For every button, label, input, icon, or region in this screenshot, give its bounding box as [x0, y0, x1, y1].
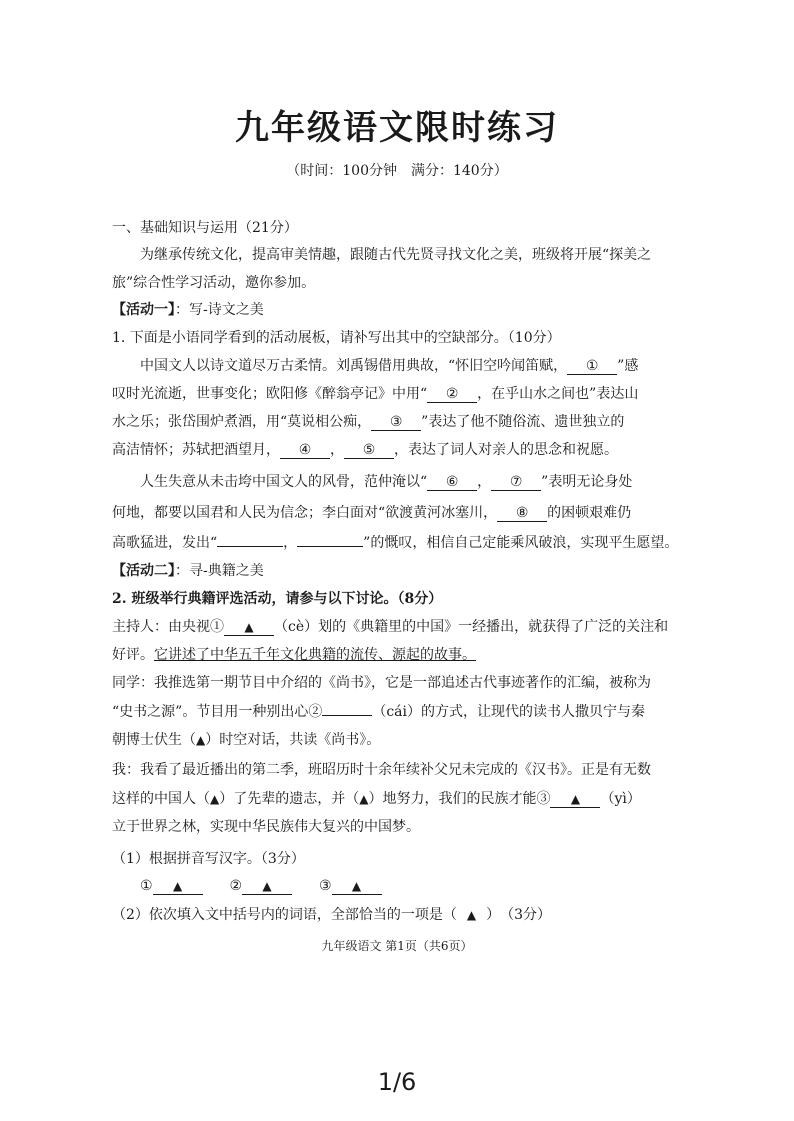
text-segment: ，: [477, 474, 492, 490]
answer-blank: ▲: [153, 878, 203, 895]
passage1-line-2: [112, 384, 638, 404]
text-segment: 中国文人以诗文道尽万古柔情。刘禹锡借用典故，“怀旧空吟闻笛赋，: [140, 358, 568, 374]
text-segment: 叹时光流逝，世事变化；欧阳修《醉翁亭记》中用“: [112, 386, 428, 402]
answer-blank-ce: ▲: [224, 619, 274, 636]
activity2-heading: [112, 561, 264, 581]
passage1-line-1: [140, 356, 638, 376]
passage2-line-1: [140, 472, 632, 492]
text-segment: 的困顿艰难仍: [547, 505, 632, 521]
activity2-name: ：寻-典籍之美: [175, 563, 264, 579]
question2-prompt: 2. 班级举行典籍评选活动，请参与以下讨论。（8分）: [112, 591, 443, 607]
blank-9: [217, 546, 283, 547]
text-segment: （cè）划的《典籍里的中国》一经播出，就获得了广泛的关注和: [274, 619, 669, 635]
text-segment: ）时空对话，共读《尚书》。: [205, 732, 381, 748]
blank-6: ⑥: [427, 474, 477, 491]
intro-line-1: 为继承传统文化，提高审美情趣，跟随古代先贤寻找文化之美，班级将开展“探美之: [140, 247, 652, 263]
answer-blank: ▲: [242, 878, 292, 895]
subquestion-2: [112, 905, 551, 925]
section-heading: 一、基础知识与运用（21分）: [112, 220, 298, 236]
intro-line-2: 旅”综合性学习活动，邀你参加。: [112, 275, 316, 291]
passage2-line-2: [112, 503, 631, 523]
answer-label: ③: [318, 878, 332, 894]
answer-blank-cai: [322, 715, 372, 716]
text-segment: （yì）: [600, 791, 641, 807]
triangle-mark: ▲: [466, 908, 477, 922]
passage1-line-3: [112, 412, 624, 432]
student-line-1: 同学：我推选第一期节目中介绍的《尚书》，它是一部追述古代事迹著作的汇编，被称为: [112, 675, 651, 691]
text-segment: 好评。: [112, 647, 154, 663]
me-line-2: [112, 789, 641, 809]
text-segment: 人生失意从未击垮中国文人的风骨，范仲淹以“: [140, 474, 428, 490]
text-segment: ”表达了他不随俗流、遗世独立的: [421, 414, 625, 430]
activity1-label: 【活动一】: [112, 302, 175, 318]
student-line-2: [112, 702, 645, 722]
text-segment: ，表达了词人对亲人的思念和祝愿。: [394, 442, 618, 458]
text-segment: ，: [330, 442, 344, 458]
page-number: 1/6: [377, 1068, 417, 1096]
text-segment: 高洁情怀；苏轼把酒望月，: [112, 442, 280, 458]
question1-prompt: 1. 下面是小语同学看到的活动展板，请补写出其中的空缺部分。（10分）: [112, 330, 561, 346]
text-segment: （cái）的方式，让现代的读书人撒贝宁与秦: [372, 704, 645, 720]
subquestion-1-answers: [140, 876, 382, 896]
me-line-1: 我：我看了最近播出的第二季，班昭历时十余年续补父兄未完成的《汉书》。正是有无数: [112, 762, 651, 778]
blank-4: ④: [280, 442, 330, 459]
text-segment: “史书之源”。节目用一种别出心②: [112, 704, 323, 720]
passage2-line-3: [112, 533, 678, 553]
blank-8: ⑧: [497, 505, 547, 522]
activity1-name: ：写-诗文之美: [175, 302, 264, 318]
me-line-3: 立于世界之林，实现中华民族伟大复兴的中国梦。: [112, 819, 420, 835]
text-segment: ”表明无论身处: [541, 474, 633, 490]
blank-10: [297, 546, 363, 547]
text-segment: 主持人：由央视①: [112, 619, 224, 635]
triangle-mark: ▲: [210, 792, 220, 806]
text-segment: ，: [283, 535, 298, 551]
text-segment: 何地，都要以国君和人民为信念；李白面对“欲渡黄河冰塞川，: [112, 505, 498, 521]
text-segment: 高歌猛进，发出“: [112, 535, 218, 551]
blank-5: ⑤: [344, 442, 394, 459]
triangle-mark: ▲: [359, 792, 369, 806]
activity1-heading: [112, 300, 264, 320]
host-line-1: [112, 617, 668, 637]
host-line-2: [112, 645, 476, 665]
page-footer: 九年级语文 第1页（共6页）: [321, 939, 473, 953]
answer-label: ①: [140, 878, 153, 894]
blank-2: ②: [427, 386, 477, 403]
text-segment: 水之乐；张岱围炉煮酒，用“莫说相公痴，: [112, 414, 372, 430]
answer-label: ②: [229, 878, 243, 894]
text-segment: ”感: [617, 358, 639, 374]
text-segment: ”的慨叹，相信自己定能乘风破浪，实现平生愿望。: [363, 535, 679, 551]
underlined-sentence: 它讲述了中华五千年文化典籍的流传、源起的故事。: [154, 647, 476, 663]
text-segment: ，在乎山水之间也”表达山: [477, 386, 639, 402]
blank-7: ⑦: [491, 474, 541, 491]
blank-3: ③: [371, 414, 421, 431]
text-segment: 朝博士伏生（: [112, 732, 196, 748]
text-segment: 这样的中国人（: [112, 791, 210, 807]
text-segment: ）了先辈的遗志，并（: [219, 791, 360, 807]
text-segment: ）地努力，我们的民族才能③: [368, 791, 551, 807]
answer-blank-yi: ▲: [550, 791, 600, 808]
answer-blank: ▲: [332, 878, 382, 895]
text-segment: ） （3分）: [486, 907, 552, 923]
student-line-3: [112, 730, 380, 750]
page-title: 九年级语文限时练习: [235, 108, 559, 148]
activity2-label: 【活动二】: [112, 563, 175, 579]
blank-1: ①: [567, 358, 617, 375]
triangle-mark: ▲: [196, 733, 206, 747]
subquestion-1: （1）根据拼音写汉字。（3分）: [112, 851, 305, 867]
page-subtitle: （时间：100分钟 满分：140分）: [286, 163, 508, 179]
text-segment: （2）依次填入文中括号内的词语，全部恰当的一项是（: [112, 907, 457, 923]
passage1-line-4: [112, 440, 618, 460]
